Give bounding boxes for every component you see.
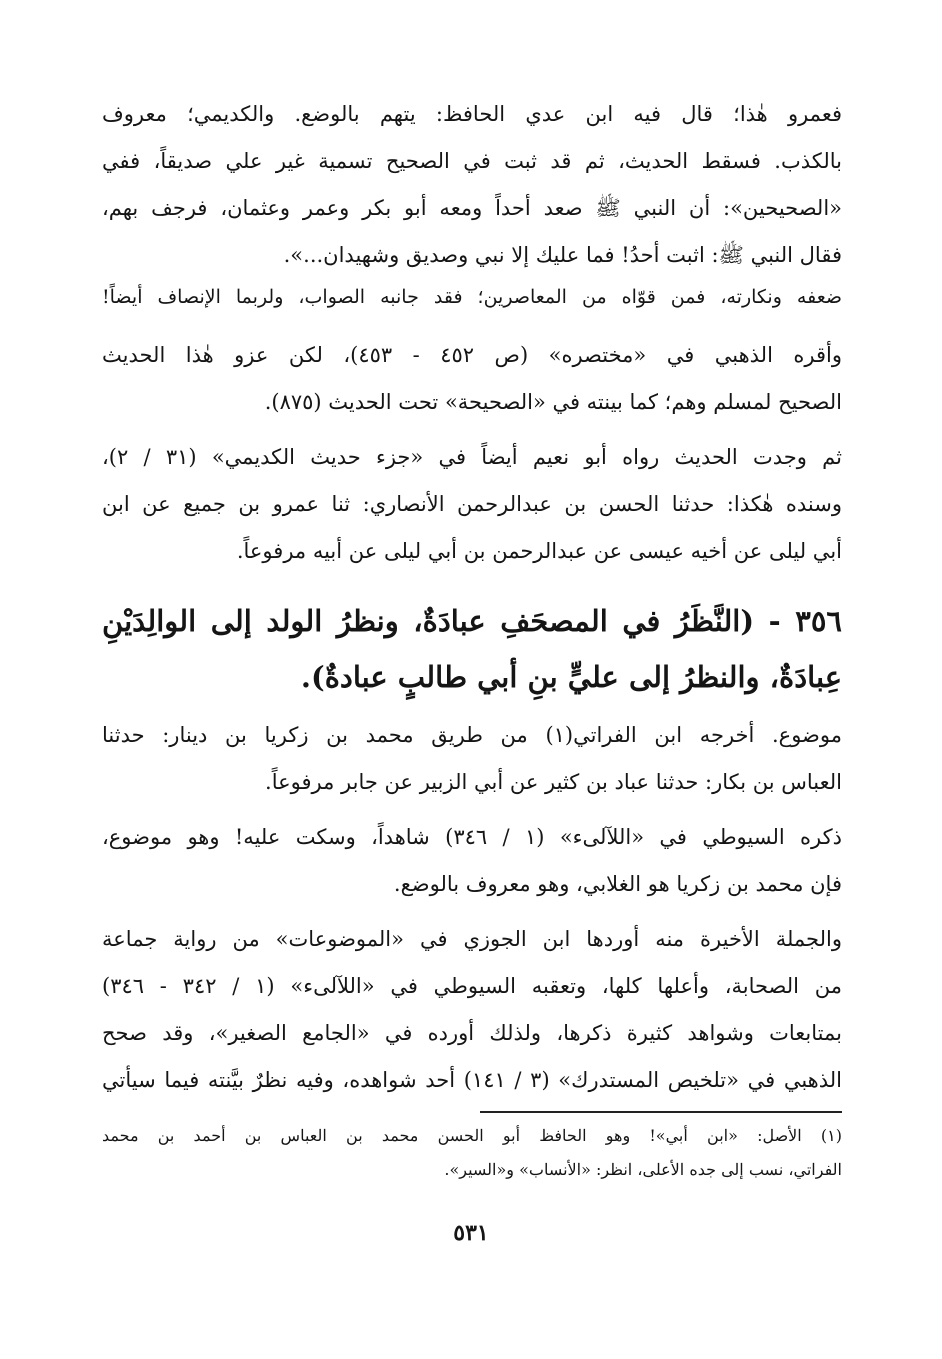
text-line: «الصحيحين»: أن النبي ﷺ صعد أحداً ومعه أبو بكر وعمر وعثمان، فرجف بهم، xyxy=(102,196,842,220)
text-line: فقال النبي ﷺ: اثبت أحدُ! فما عليك إلا نبي وصديق وشهيدان...». xyxy=(283,243,842,267)
footnote-line: الفراتي، نسب إلى جده الأعلى، انظر: «الأنساب» و«السير». xyxy=(444,1160,842,1179)
page-number: ٥٣١ xyxy=(453,1220,489,1246)
text-line: وسنده هٰكذا: حدثنا الحسن بن عبدالرحمن الأنصاري: ثنا عمرو بن جميع عن ابن xyxy=(102,492,842,516)
footnote-rule xyxy=(480,1111,842,1113)
text-line: العباس بن بكار: حدثنا عباد بن كثير عن أبي الزبير عن جابر مرفوعاً. xyxy=(265,770,842,794)
text-line: ضعفه ونكارته، فمن قوّاه من المعاصرين؛ فقد جانبه الصواب، ولربما الإنصاف أيضاً! xyxy=(102,286,842,308)
text-line: فإن محمد بن زكريا هو الغلابي، وهو معروف بالوضع. xyxy=(393,872,842,896)
text-line: بالكذب. فسقط الحديث، ثم قد ثبت في الصحيح تسمية غير علي صديقاً، ففي xyxy=(102,149,842,173)
text-line: موضوع. أخرجه ابن الفراتي(١) من طريق محمد بن زكريا بن دينار: حدثنا xyxy=(102,723,842,747)
text-line: ذكره السيوطي في «اللآلىء» (١ / ٣٤٦) شاهداً، وسكت عليه! وهو موضوع، xyxy=(102,825,842,849)
text-line: أبي ليلى عن أخيه عيسى عن عبدالرحمن بن أبي ليلى عن أبيه مرفوعاً. xyxy=(236,539,842,563)
text-line: من الصحابة، وأعلها كلها، وتعقبه السيوطي في «اللآلىء» (١ / ٣٤٢ - ٣٤٦) xyxy=(102,974,842,998)
heading-line: عِبادَةٌ، والنظرُ إلى عليٍّ بنِ أبي طالبٍ عبادةٌ). xyxy=(300,660,842,694)
footnote-line: (١) الأصل: «ابن أبي»! وهو الحافظ أبو الحسن محمد بن العباس بن أحمد بن محمد xyxy=(102,1126,842,1145)
text-line: فعمرو هٰذا؛ قال فيه ابن عدي الحافظ: يتهم بالوضع. والكديمي؛ معروف xyxy=(102,102,842,126)
text-line: الصحيح لمسلم وهم؛ كما بينته في «الصحيحة» تحت الحديث (٨٧٥). xyxy=(264,390,842,414)
text-line: ثم وجدت الحديث رواه أبو نعيم أيضاً في «جزء حديث الكديمي» (٣١ / ٢)، xyxy=(102,445,842,469)
heading-line: ٣٥٦ - (النَّظَرُ في المصحَفِ عبادَةٌ، ونظرُ الولد إلى الوالِدَيْنِ xyxy=(102,604,842,638)
text-line: الذهبي في «تلخيص المستدرك» (٣ / ١٤١) أحد شواهده، وفيه نظرٌ بيَّنته فيما سيأتي xyxy=(102,1068,842,1092)
text-line: والجملة الأخيرة منه أوردها ابن الجوزي في «الموضوعات» من رواية جماعة xyxy=(102,927,842,951)
text-line: وأقره الذهبي في «مختصره» (ص ٤٥٢ - ٤٥٣)، لكن عزو هٰذا الحديث xyxy=(102,343,842,367)
text-line: بمتابعات وشواهد كثيرة ذكرها، ولذلك أورده في «الجامع الصغير»، وقد صحح xyxy=(102,1021,842,1045)
